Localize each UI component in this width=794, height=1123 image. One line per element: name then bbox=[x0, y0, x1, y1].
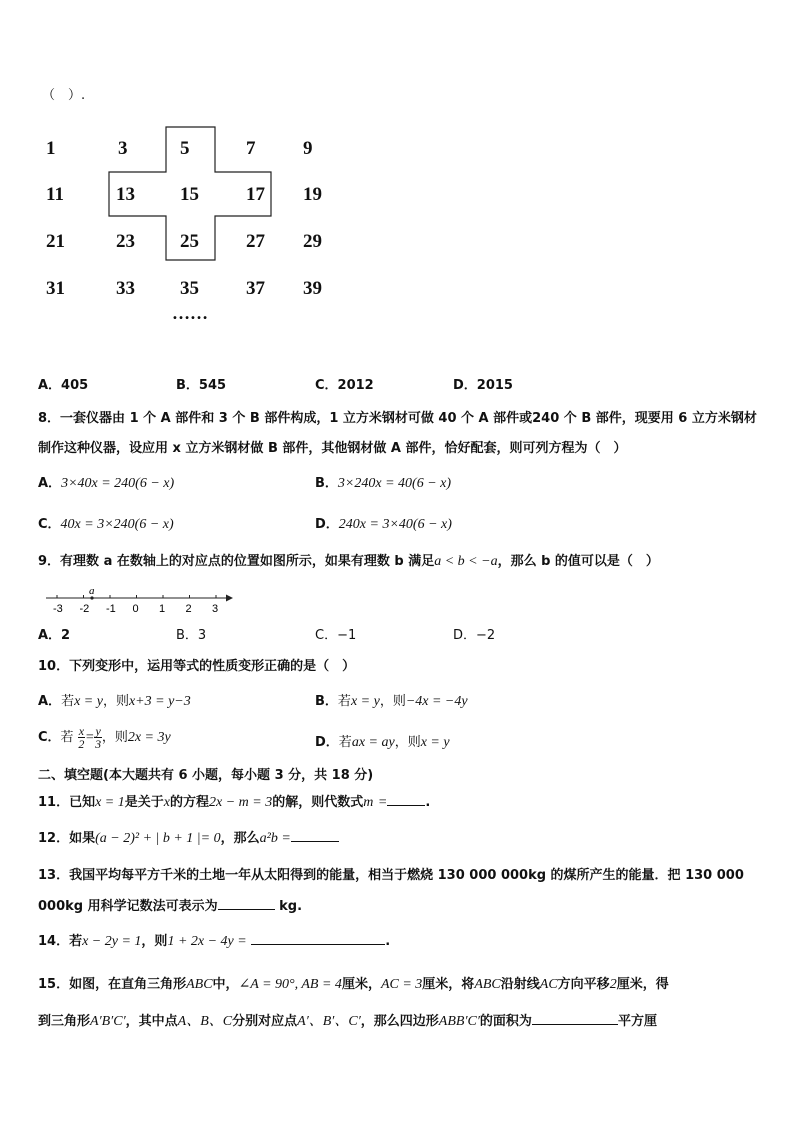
q7-option-a: A．405 bbox=[38, 378, 89, 393]
q7-option-d: D．2015 bbox=[453, 378, 513, 393]
q9-option-d: D．−2 bbox=[453, 628, 496, 643]
answer-blank bbox=[532, 1012, 618, 1025]
fraction-x-over-2: $\frac{x}{2}$ bbox=[78, 724, 85, 751]
q8-option-d: D．240x = 3×40(6 − x) bbox=[315, 517, 452, 532]
grid-cell: 39 bbox=[303, 278, 322, 299]
grid-cell: 29 bbox=[303, 231, 322, 252]
grid-cell: 25 bbox=[180, 231, 199, 252]
grid-cell: 31 bbox=[46, 278, 65, 299]
axis-tick-label: -1 bbox=[106, 603, 116, 615]
q15-line2: 到三角形A′B′C′，其中点A、B、C分别对应点A′、B′、C′，那么四边形ABB′C′的面积为 平方厘 bbox=[38, 1014, 657, 1029]
axis-tick-label: 3 bbox=[212, 603, 219, 615]
q8-option-c: C．40x = 3×240(6 − x) bbox=[38, 517, 174, 532]
grid-cell: 19 bbox=[303, 184, 322, 205]
axis-tick-label: -2 bbox=[79, 603, 90, 615]
grid-cell: 5 bbox=[180, 138, 190, 159]
answer-blank bbox=[387, 793, 425, 806]
axis-tick-label: -3 bbox=[53, 603, 63, 615]
q10-option-a: A．若x = y，则x+3 = y−3 bbox=[38, 694, 191, 709]
grid-cell: 15 bbox=[180, 184, 199, 205]
axis-tick-label: 0 bbox=[132, 603, 139, 615]
grid-cell: 27 bbox=[246, 231, 265, 252]
grid-cell: 3 bbox=[118, 138, 128, 159]
fraction-y-over-3: $\frac{y}{3}$ bbox=[95, 724, 102, 751]
question-fragment: （ ）. bbox=[42, 88, 86, 103]
q10-option-b: B．若x = y，则−4x = −4y bbox=[315, 694, 468, 709]
q9-stem: 9．有理数 a 在数轴上的对应点的位置如图所示，如果有理数 b 满足a < b < −a，那么 b 的值可以是（ ） bbox=[38, 554, 659, 569]
section-header: 二、填空题(本大题共有 6 小题，每小题 3 分，共 18 分) bbox=[38, 768, 374, 783]
number-line bbox=[40, 586, 240, 616]
grid-cell: 21 bbox=[46, 231, 65, 252]
q13-line1: 13．我国平均每平方千米的土地一年从太阳得到的能量，相当于燃烧 130 000 000kg 的煤所产生的能量．把 130 000 bbox=[38, 868, 744, 883]
q10-option-c: C．若 $\frac{x}{2}$ = $\frac{y}{3}$ ，则2x = 3y bbox=[38, 724, 171, 751]
q7-option-c: C．2012 bbox=[315, 378, 374, 393]
grid-cell: 7 bbox=[246, 138, 256, 159]
q8-line2: 制作这种仪器，设应用 x 立方米钢材做 B 部件，其他钢材做 A 部件，恰好配套，则可列方程为（ ） bbox=[38, 441, 627, 456]
grid-cell: 37 bbox=[246, 278, 265, 299]
q14: 14．若x − 2y = 1，则1 + 2x − 4y = . bbox=[38, 934, 391, 949]
grid-cell: 23 bbox=[116, 231, 135, 252]
q10-stem: 10．下列变形中，运用等式的性质变形正确的是（ ） bbox=[38, 659, 356, 674]
grid-cell: 17 bbox=[246, 184, 265, 205]
q7-option-b: B．545 bbox=[176, 378, 227, 393]
q8-line1: 8．一套仪器由 1 个 A 部件和 3 个 B 部件构成，1 立方米钢材可做 40 个 A 部件或240 个 B 部件，现要用 6 立方米钢材 bbox=[38, 411, 757, 426]
grid-ellipsis: …… bbox=[172, 303, 208, 323]
axis-tick-label: 1 bbox=[159, 603, 166, 615]
grid-cell: 11 bbox=[46, 184, 64, 205]
grid-cell: 9 bbox=[303, 138, 313, 159]
q13-line2: 000kg 用科学记数法可表示为 kg. bbox=[38, 899, 303, 914]
q9-option-b: B．3 bbox=[176, 628, 207, 643]
axis-point-a: a bbox=[89, 586, 95, 597]
q8-option-a: A．3×40x = 240(6 − x) bbox=[38, 476, 175, 491]
q8-option-b: B．3×240x = 40(6 − x) bbox=[315, 476, 452, 491]
grid-cell: 33 bbox=[116, 278, 135, 299]
q12: 12．如果(a − 2)² + | b + 1 |= 0，那么a²b = bbox=[38, 827, 339, 847]
number-grid bbox=[0, 0, 794, 360]
q11: 11．已知x = 1是关于x的方程2x − m = 3的解，则代数式m = . bbox=[38, 795, 431, 810]
cross-outline bbox=[0, 0, 794, 360]
axis-tick-label: 2 bbox=[185, 603, 192, 615]
q9-option-c: C．−1 bbox=[315, 628, 357, 643]
grid-cell: 13 bbox=[116, 184, 135, 205]
answer-blank bbox=[218, 897, 275, 910]
answer-blank bbox=[251, 932, 385, 945]
grid-cell: 1 bbox=[46, 138, 56, 159]
q10-option-d: D．若ax = ay，则x = y bbox=[315, 735, 450, 750]
answer-blank bbox=[291, 829, 339, 842]
q9-option-a: A．2 bbox=[38, 628, 71, 643]
grid-cell: 35 bbox=[180, 278, 199, 299]
q15-line1: 15．如图，在直角三角形ABC中，∠A = 90°, AB = 4厘米，AC = 3厘米，将ABC沿射线AC方向平移2厘米，得 bbox=[38, 977, 669, 992]
